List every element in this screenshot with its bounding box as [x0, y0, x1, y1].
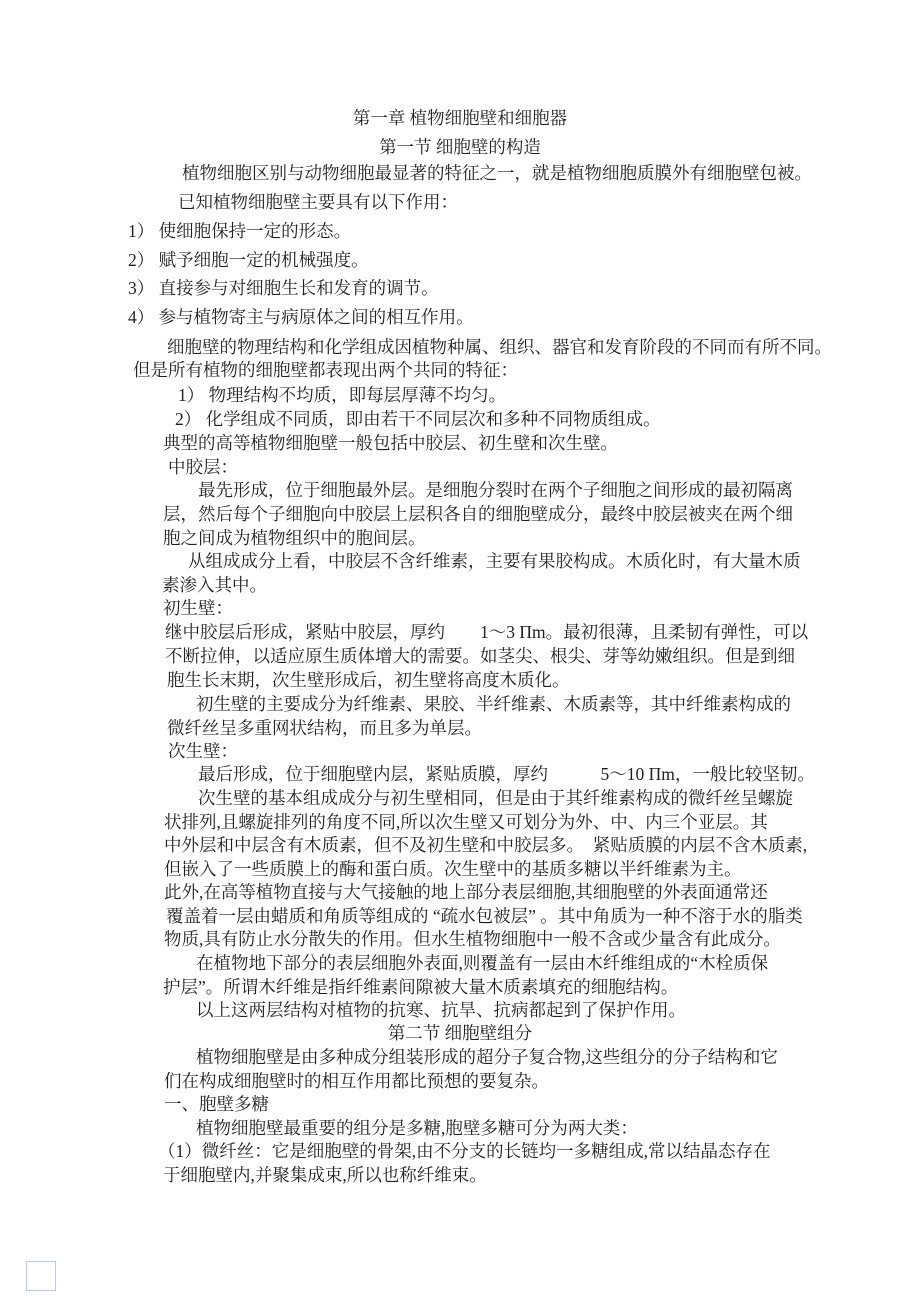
text-line: 状排列,且螺旋排列的角度不同,所以次生壁又可划分为外、中、内三个亚层。其: [164, 812, 768, 832]
text-line: 次生壁：: [168, 741, 238, 761]
text-line: 物质,具有防止水分散失的作用。但水生植物细胞中一般不含或少量含有此成分。: [164, 929, 781, 949]
text-line: （1）微纤丝：它是细胞壁的骨架,由不分支的长链均一多糖组成,常以结晶态存在: [158, 1141, 771, 1161]
text-line: 们在构成细胞壁时的相互作用都比预想的要复杂。: [164, 1071, 549, 1091]
text-line: 中胶层：: [168, 457, 238, 477]
text-line: 覆盖着一层由蜡质和角质等组成的 “疏水包被层” 。其中角质为一种不溶于水的脂类: [166, 906, 803, 926]
text-line: 初生壁的主要成分为纤维素、果胶、半纤维素、木质素等，其中纤维素构成的: [196, 694, 791, 714]
text-line: 从组成成分上看，中胶层不含纤维素，主要有果胶构成。木质化时，有大量木质: [188, 551, 801, 571]
text-line: 典型的高等植物细胞壁一般包括中胶层、初生壁和次生壁。: [163, 433, 618, 453]
text-line: 但嵌入了一些质膜上的酶和蛋白质。次生壁中的基质多糖以半纤维素为主。: [164, 859, 742, 879]
heading-line: 第二节 细胞壁组分: [387, 1023, 533, 1043]
drawing-anchor-box[interactable]: [26, 1261, 56, 1291]
text-line: 在植物地下部分的表层细胞外表面,则覆盖有一层由木纤维组成的“木栓质保: [196, 953, 769, 973]
text-line: 胞之间成为植物组织中的胞间层。: [163, 528, 426, 548]
text-line: 植物细胞壁最重要的组分是多糖,胞壁多糖可分为两大类：: [196, 1118, 638, 1138]
text-line: 此外,在高等植物直接与大气接触的地上部分表层细胞,其细胞壁的外表面通常还: [164, 882, 768, 902]
text-line: 细胞壁的物理结构和化学组成因植物种属、组织、器官和发育阶段的不同而有所不同。: [167, 337, 832, 357]
text-line: 3） 直接参与对细胞生长和发育的调节。: [128, 278, 439, 298]
text-line: 已知植物细胞壁主要具有以下作用：: [178, 192, 458, 212]
text-line: 最后形成，位于细胞壁内层，紧贴质膜，厚约 5～10 Пm，一般比较坚韧。: [198, 764, 815, 784]
text-line: 层，然后每个子细胞向中胶层上层积各自的细胞壁成分，最终中胶层被夹在两个细: [163, 504, 793, 524]
text-line: 不断拉伸，以适应原生质体增大的需要。如茎尖、根尖、芽等幼嫩组织。但是到细: [165, 646, 795, 666]
text-line: 但是所有植物的细胞壁都表现出两个共同的特征：: [133, 360, 518, 380]
text-line: 植物细胞区别与动物细胞最显著的特征之一，就是植物细胞质膜外有细胞壁包被。: [182, 163, 812, 183]
text-line: 以上这两层结构对植物的抗寒、抗旱、抗病都起到了保护作用。: [196, 1000, 686, 1020]
text-line: 素渗入其中。: [162, 575, 267, 595]
text-line: 于细胞壁内,并聚集成束,所以也称纤维束。: [163, 1165, 487, 1185]
text-line: 4） 参与植物寄主与病原体之间的相互作用。: [128, 307, 474, 327]
heading-line: 第一节 细胞壁的构造: [379, 137, 541, 157]
text-line: 胞生长末期，次生壁形成后，初生壁将高度木质化。: [167, 670, 570, 690]
text-line: 最先形成，位于细胞最外层。是细胞分裂时在两个子细胞之间形成的最初隔离: [198, 480, 793, 500]
text-line: 一、胞壁多糖: [164, 1094, 269, 1114]
text-line: 初生壁：: [163, 598, 233, 618]
text-line: 2） 赋予细胞一定的机械强度。: [128, 250, 369, 270]
text-line: 1） 使细胞保持一定的形态。: [128, 221, 352, 241]
text-line: 中外层和中层含有木质素，但不及初生壁和中胶层多。 紧贴质膜的内层不含木质素,: [164, 835, 808, 855]
text-line: 次生壁的基本组成成分与初生壁相同，但是由于其纤维素构成的微纤丝呈螺旋: [198, 788, 793, 808]
text-line: 护层”。所谓木纤维是指纤维素间隙被大量木质素填充的细胞结构。: [163, 977, 679, 997]
heading-line: 第一章 植物细胞壁和细胞器: [352, 108, 568, 128]
text-line: 1） 物理结构不均质，即每层厚薄不均匀。: [178, 385, 507, 405]
text-line: 植物细胞壁是由多种成分组装形成的超分子复合物,这些组分的分子结构和它: [196, 1047, 778, 1067]
text-line: 继中胶层后形成，紧贴中胶层，厚约 1～3 Пm。最初很薄，且柔韧有弹性，可以: [165, 622, 809, 642]
text-line: 2） 化学组成不同质，即由若干不同层次和多种不同物质组成。: [175, 409, 661, 429]
text-line: 微纤丝呈多重网状结构，而且多为单层。: [167, 718, 482, 738]
